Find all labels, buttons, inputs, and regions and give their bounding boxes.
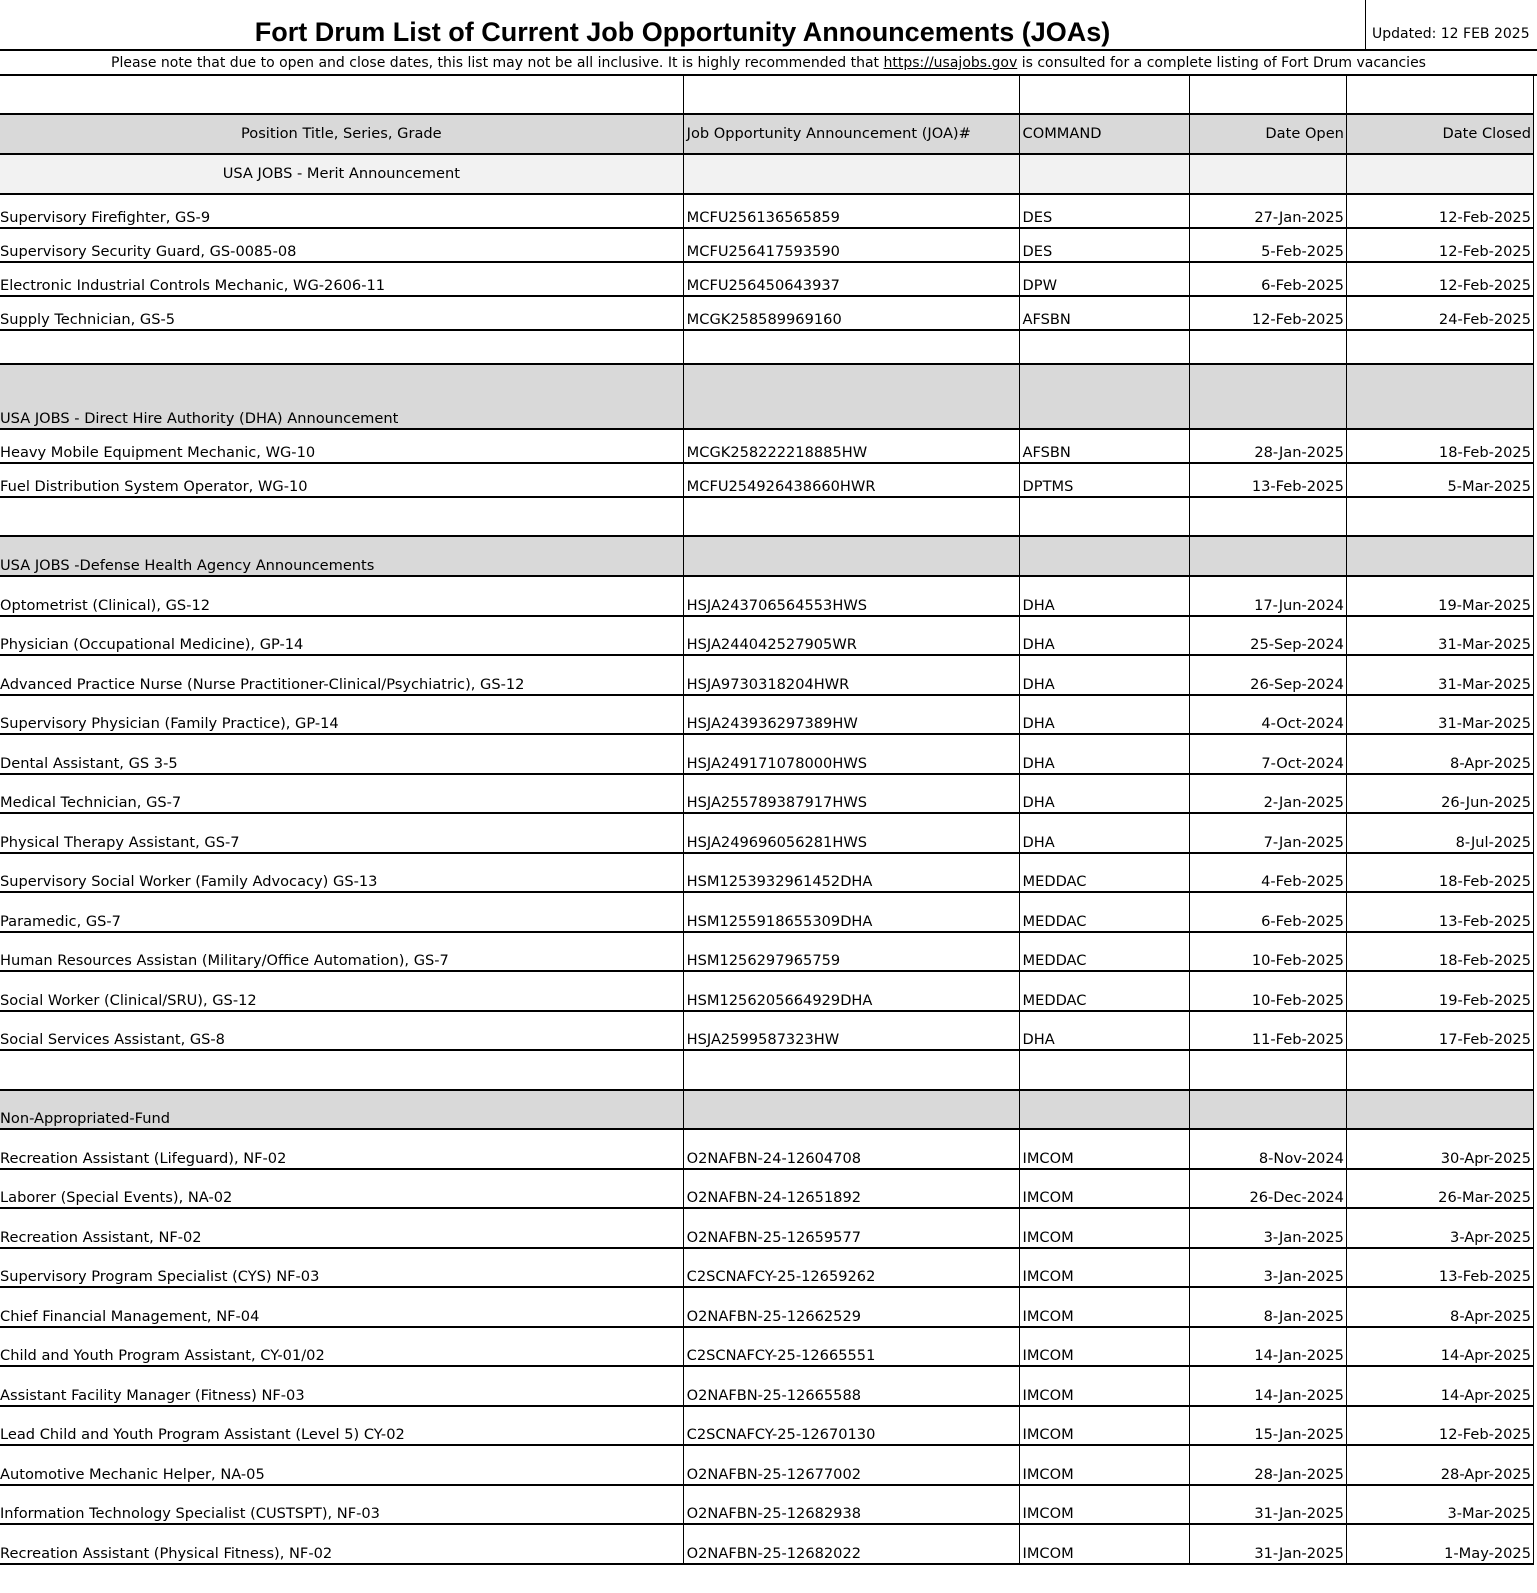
command: IMCOM <box>1019 1248 1189 1288</box>
table-row <box>0 194 1534 228</box>
position-title: Heavy Mobile Equipment Mechanic, WG-10 <box>0 429 683 463</box>
date-closed: 8-Apr-2025 <box>1346 1287 1533 1327</box>
joa-number: O2NAFBN-25-12682938 <box>683 1485 1019 1525</box>
position-title: Laborer (Special Events), NA-02 <box>0 1169 683 1209</box>
table-row <box>0 1129 1534 1169</box>
joa-number: MCFU256136565859 <box>683 194 1019 228</box>
position-title: Optometrist (Clinical), GS-12 <box>0 576 683 616</box>
date-closed: 24-Feb-2025 <box>1346 296 1533 330</box>
col-closed-header: Date Closed <box>1346 114 1533 154</box>
joa-number: MCGK258589969160 <box>683 296 1019 330</box>
date-open: 6-Feb-2025 <box>1189 262 1346 296</box>
joa-number: MCFU256450643937 <box>683 262 1019 296</box>
table-row <box>0 616 1534 656</box>
command: IMCOM <box>1019 1129 1189 1169</box>
spacer-row <box>0 330 1534 364</box>
position-title: Physical Therapy Assistant, GS-7 <box>0 813 683 853</box>
table-row <box>0 1366 1534 1406</box>
date-open: 8-Jan-2025 <box>1189 1287 1346 1327</box>
date-open: 7-Oct-2024 <box>1189 734 1346 774</box>
joa-number: HSJA2599587323HW <box>683 1011 1019 1051</box>
date-closed: 28-Apr-2025 <box>1346 1445 1533 1485</box>
note-text-after: is consulted for a complete listing of Fort Drum vacancies <box>1017 55 1426 71</box>
date-open: 25-Sep-2024 <box>1189 616 1346 656</box>
command: AFSBN <box>1019 429 1189 463</box>
date-closed: 30-Apr-2025 <box>1346 1129 1533 1169</box>
table-row <box>0 774 1534 814</box>
position-title: Paramedic, GS-7 <box>0 892 683 932</box>
joa-number: O2NAFBN-25-12677002 <box>683 1445 1019 1485</box>
date-closed: 13-Feb-2025 <box>1346 892 1533 932</box>
joa-number: MCGK258222218885HW <box>683 429 1019 463</box>
position-title: Supply Technician, GS-5 <box>0 296 683 330</box>
table-row <box>0 429 1534 463</box>
position-title: Child and Youth Program Assistant, CY-01/02 <box>0 1327 683 1367</box>
command: DPTMS <box>1019 463 1189 497</box>
joa-number: HSJA243936297389HW <box>683 695 1019 735</box>
command: MEDDAC <box>1019 892 1189 932</box>
date-open: 12-Feb-2025 <box>1189 296 1346 330</box>
table-row <box>0 1011 1534 1051</box>
page-title: Fort Drum List of Current Job Opportunity Announcements (JOAs) <box>254 17 1111 47</box>
date-closed: 13-Feb-2025 <box>1346 1248 1533 1288</box>
position-title: Assistant Facility Manager (Fitness) NF-03 <box>0 1366 683 1406</box>
date-open: 5-Feb-2025 <box>1189 228 1346 262</box>
section-title: USA JOBS - Direct Hire Authority (DHA) Announcement <box>0 364 683 429</box>
date-closed: 18-Feb-2025 <box>1346 932 1533 972</box>
title-divider <box>1365 0 1366 50</box>
date-closed: 12-Feb-2025 <box>1346 228 1533 262</box>
command: MEDDAC <box>1019 971 1189 1011</box>
command: DHA <box>1019 734 1189 774</box>
date-closed: 12-Feb-2025 <box>1346 194 1533 228</box>
table-row <box>0 296 1534 330</box>
position-title: Supervisory Firefighter, GS-9 <box>0 194 683 228</box>
date-closed: 26-Jun-2025 <box>1346 774 1533 814</box>
joa-number: MCFU256417593590 <box>683 228 1019 262</box>
command: IMCOM <box>1019 1485 1189 1525</box>
joa-number: HSM1255918655309DHA <box>683 892 1019 932</box>
date-closed: 18-Feb-2025 <box>1346 853 1533 893</box>
command: IMCOM <box>1019 1445 1189 1485</box>
command: IMCOM <box>1019 1169 1189 1209</box>
date-closed: 31-Mar-2025 <box>1346 655 1533 695</box>
section-row-merit <box>0 154 1534 194</box>
title-bar <box>0 0 1537 50</box>
col-joa-header: Job Opportunity Announcement (JOA)# <box>683 114 1019 154</box>
date-closed: 8-Jul-2025 <box>1346 813 1533 853</box>
command: IMCOM <box>1019 1366 1189 1406</box>
date-closed: 26-Mar-2025 <box>1346 1169 1533 1209</box>
section-row-naf <box>0 1090 1534 1130</box>
command: IMCOM <box>1019 1524 1189 1564</box>
table-row <box>0 1524 1534 1564</box>
date-closed: 31-Mar-2025 <box>1346 616 1533 656</box>
command: DPW <box>1019 262 1189 296</box>
date-open: 10-Feb-2025 <box>1189 971 1346 1011</box>
date-closed: 19-Mar-2025 <box>1346 576 1533 616</box>
table-row <box>0 1485 1534 1525</box>
table-row <box>0 576 1534 616</box>
position-title: Advanced Practice Nurse (Nurse Practitioner-Clinical/Psychiatric), GS-12 <box>0 655 683 695</box>
date-open: 13-Feb-2025 <box>1189 463 1346 497</box>
date-open: 31-Jan-2025 <box>1189 1524 1346 1564</box>
column-header-row <box>0 114 1534 154</box>
date-open: 26-Sep-2024 <box>1189 655 1346 695</box>
joa-number: O2NAFBN-25-12682022 <box>683 1524 1019 1564</box>
table-row <box>0 695 1534 735</box>
table-row <box>0 813 1534 853</box>
command: IMCOM <box>1019 1208 1189 1248</box>
date-open: 27-Jan-2025 <box>1189 194 1346 228</box>
table-row <box>0 1327 1534 1367</box>
spacer-row <box>0 1050 1534 1090</box>
table-row <box>0 1208 1534 1248</box>
position-title: Supervisory Social Worker (Family Advocacy) GS-13 <box>0 853 683 893</box>
position-title: Supervisory Program Specialist (CYS) NF-03 <box>0 1248 683 1288</box>
position-title: Dental Assistant, GS 3-5 <box>0 734 683 774</box>
command: DES <box>1019 194 1189 228</box>
date-open: 28-Jan-2025 <box>1189 429 1346 463</box>
date-closed: 14-Apr-2025 <box>1346 1327 1533 1367</box>
position-title: Supervisory Physician (Family Practice), GP-14 <box>0 695 683 735</box>
table-row <box>0 1169 1534 1209</box>
command: IMCOM <box>1019 1327 1189 1367</box>
col-open-header: Date Open <box>1189 114 1346 154</box>
position-title: Social Services Assistant, GS-8 <box>0 1011 683 1051</box>
command: DES <box>1019 228 1189 262</box>
joa-number: HSJA255789387917HWS <box>683 774 1019 814</box>
title-rule <box>0 49 1537 51</box>
section-title: USA JOBS - Merit Announcement <box>0 154 683 194</box>
date-closed: 1-May-2025 <box>1346 1524 1533 1564</box>
table-row <box>0 1248 1534 1288</box>
updated-date: Updated: 12 FEB 2025 <box>1372 26 1530 42</box>
command: DHA <box>1019 813 1189 853</box>
note-text-before: Please note that due to open and close dates, this list may not be all inclusive. It is highly recommended that <box>111 55 884 71</box>
command: DHA <box>1019 655 1189 695</box>
date-open: 17-Jun-2024 <box>1189 576 1346 616</box>
position-title: Recreation Assistant (Physical Fitness), NF-02 <box>0 1524 683 1564</box>
table-row <box>0 932 1534 972</box>
position-title: Lead Child and Youth Program Assistant (Level 5) CY-02 <box>0 1406 683 1446</box>
joa-table <box>0 76 1534 1565</box>
command: IMCOM <box>1019 1406 1189 1446</box>
joa-number: HSJA249171078000HWS <box>683 734 1019 774</box>
table-row <box>0 463 1534 497</box>
position-title: Automotive Mechanic Helper, NA-05 <box>0 1445 683 1485</box>
table-row <box>0 228 1534 262</box>
section-row-dha <box>0 364 1534 429</box>
date-open: 3-Jan-2025 <box>1189 1248 1346 1288</box>
command: IMCOM <box>1019 1287 1189 1327</box>
joa-number: O2NAFBN-24-12604708 <box>683 1129 1019 1169</box>
command: MEDDAC <box>1019 932 1189 972</box>
table-row <box>0 262 1534 296</box>
section-row-defense-health <box>0 536 1534 576</box>
usajobs-link[interactable]: https://usajobs.gov <box>883 55 1018 71</box>
command: DHA <box>1019 576 1189 616</box>
disclaimer-note <box>0 54 1537 72</box>
date-open: 31-Jan-2025 <box>1189 1485 1346 1525</box>
spacer-row <box>0 76 1534 114</box>
date-open: 7-Jan-2025 <box>1189 813 1346 853</box>
position-title: Fuel Distribution System Operator, WG-10 <box>0 463 683 497</box>
date-open: 10-Feb-2025 <box>1189 932 1346 972</box>
date-open: 2-Jan-2025 <box>1189 774 1346 814</box>
table-row <box>0 892 1534 932</box>
command: DHA <box>1019 1011 1189 1051</box>
joa-number: C2SCNAFCY-25-12665551 <box>683 1327 1019 1367</box>
joa-number: HSM1256205664929DHA <box>683 971 1019 1011</box>
command: DHA <box>1019 695 1189 735</box>
table-row <box>0 1287 1534 1327</box>
date-open: 4-Feb-2025 <box>1189 853 1346 893</box>
joa-number: C2SCNAFCY-25-12659262 <box>683 1248 1019 1288</box>
date-open: 11-Feb-2025 <box>1189 1011 1346 1051</box>
command: MEDDAC <box>1019 853 1189 893</box>
position-title: Supervisory Security Guard, GS-0085-08 <box>0 228 683 262</box>
command: AFSBN <box>1019 296 1189 330</box>
col-position-header: Position Title, Series, Grade <box>0 114 683 154</box>
joa-number: HSJA9730318204HWR <box>683 655 1019 695</box>
joa-number: HSJA243706564553HWS <box>683 576 1019 616</box>
joa-number: MCFU254926438660HWR <box>683 463 1019 497</box>
date-closed: 19-Feb-2025 <box>1346 971 1533 1011</box>
table-row <box>0 734 1534 774</box>
position-title: Recreation Assistant (Lifeguard), NF-02 <box>0 1129 683 1169</box>
date-open: 14-Jan-2025 <box>1189 1366 1346 1406</box>
date-closed: 3-Mar-2025 <box>1346 1485 1533 1525</box>
table-row <box>0 971 1534 1011</box>
position-title: Electronic Industrial Controls Mechanic, WG-2606-11 <box>0 262 683 296</box>
date-open: 6-Feb-2025 <box>1189 892 1346 932</box>
date-closed: 12-Feb-2025 <box>1346 262 1533 296</box>
date-open: 26-Dec-2024 <box>1189 1169 1346 1209</box>
date-open: 14-Jan-2025 <box>1189 1327 1346 1367</box>
position-title: Information Technology Specialist (CUSTSPT), NF-03 <box>0 1485 683 1525</box>
joa-number: HSJA244042527905WR <box>683 616 1019 656</box>
date-open: 28-Jan-2025 <box>1189 1445 1346 1485</box>
date-open: 3-Jan-2025 <box>1189 1208 1346 1248</box>
table-row <box>0 853 1534 893</box>
joa-number: HSM1256297965759 <box>683 932 1019 972</box>
command: DHA <box>1019 774 1189 814</box>
joa-number: C2SCNAFCY-25-12670130 <box>683 1406 1019 1446</box>
joa-number: O2NAFBN-25-12659577 <box>683 1208 1019 1248</box>
section-title: Non-Appropriated-Fund <box>0 1090 683 1130</box>
position-title: Human Resources Assistan (Military/Office Automation), GS-7 <box>0 932 683 972</box>
date-closed: 31-Mar-2025 <box>1346 695 1533 735</box>
date-closed: 17-Feb-2025 <box>1346 1011 1533 1051</box>
date-closed: 5-Mar-2025 <box>1346 463 1533 497</box>
date-closed: 12-Feb-2025 <box>1346 1406 1533 1446</box>
section-title: USA JOBS -Defense Health Agency Announcements <box>0 536 683 576</box>
col-command-header: COMMAND <box>1019 114 1189 154</box>
joa-number: O2NAFBN-25-12662529 <box>683 1287 1019 1327</box>
joa-number: HSM1253932961452DHA <box>683 853 1019 893</box>
date-closed: 8-Apr-2025 <box>1346 734 1533 774</box>
position-title: Medical Technician, GS-7 <box>0 774 683 814</box>
joa-number: O2NAFBN-25-12665588 <box>683 1366 1019 1406</box>
joa-number: HSJA249696056281HWS <box>683 813 1019 853</box>
table-row <box>0 655 1534 695</box>
date-open: 8-Nov-2024 <box>1189 1129 1346 1169</box>
position-title: Chief Financial Management, NF-04 <box>0 1287 683 1327</box>
position-title: Physician (Occupational Medicine), GP-14 <box>0 616 683 656</box>
date-open: 15-Jan-2025 <box>1189 1406 1346 1446</box>
joa-number: O2NAFBN-24-12651892 <box>683 1169 1019 1209</box>
spacer-row <box>0 497 1534 536</box>
command: DHA <box>1019 616 1189 656</box>
table-row <box>0 1406 1534 1446</box>
position-title: Recreation Assistant, NF-02 <box>0 1208 683 1248</box>
date-closed: 3-Apr-2025 <box>1346 1208 1533 1248</box>
date-closed: 18-Feb-2025 <box>1346 429 1533 463</box>
position-title: Social Worker (Clinical/SRU), GS-12 <box>0 971 683 1011</box>
table-row <box>0 1445 1534 1485</box>
date-closed: 14-Apr-2025 <box>1346 1366 1533 1406</box>
date-open: 4-Oct-2024 <box>1189 695 1346 735</box>
